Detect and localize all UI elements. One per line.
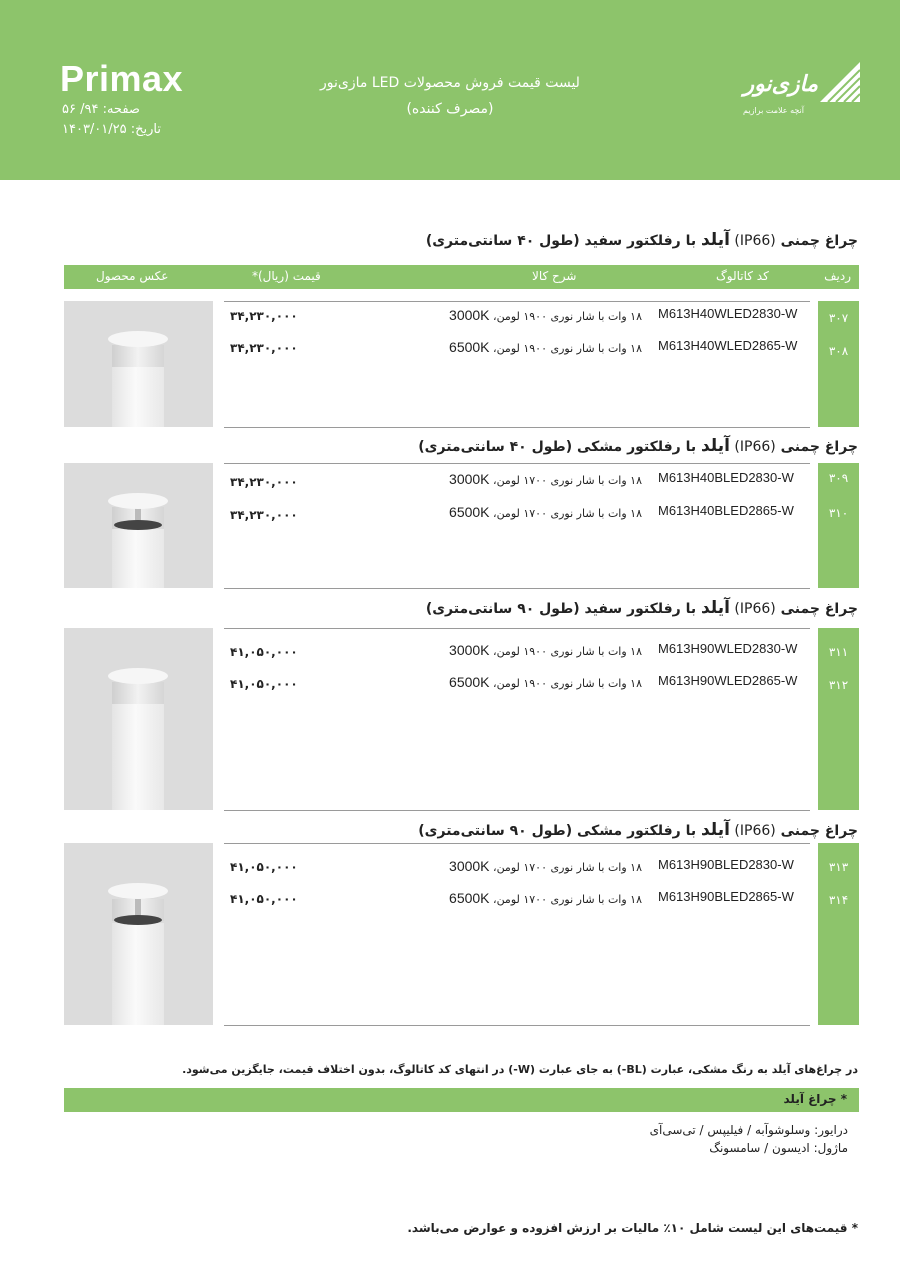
tax-footnote: * قیمت‌های این لیست شامل ۱۰٪ مالیات بر ارزش افزوده و عوارض می‌باشد. <box>407 1221 858 1235</box>
notes-bar-title: * چراغ آیلد <box>783 1092 847 1106</box>
page-date: تاریخ: ۱۴۰۳/۰۱/۲۵ <box>62 122 162 137</box>
section-title: چراغ چمنی (IP66) آیلد با رفلکتور مشکی (طول ۴۰ سانتی‌متری) <box>418 436 858 456</box>
product-photo <box>64 628 213 810</box>
row-number: ۳۱۳ <box>828 860 849 874</box>
page-meta <box>62 100 172 140</box>
divider <box>224 843 810 844</box>
section-title: چراغ چمنی (IP66) آیلد با رفلکتور مشکی (طول ۹۰ سانتی‌متری) <box>418 820 858 840</box>
product-description: ۱۸ وات با شار نوری ۱۹۰۰ لومن، 3000K <box>449 642 642 658</box>
divider <box>224 463 810 464</box>
product-price: ۴۱,۰۵۰,۰۰۰ <box>230 860 298 874</box>
catalog-code: M613H40WLED2830-W <box>658 306 798 321</box>
product-price: ۴۱,۰۵۰,۰۰۰ <box>230 645 298 659</box>
col-row: ردیف <box>824 269 851 283</box>
section-title: چراغ چمنی (IP66) آیلد با رفلکتور سفید (طول ۴۰ سانتی‌متری) <box>425 230 858 250</box>
row-number: ۳۰۹ <box>828 471 849 485</box>
product-price: ۳۴,۲۳۰,۰۰۰ <box>230 341 298 355</box>
product-price: ۴۱,۰۵۰,۰۰۰ <box>230 677 298 691</box>
notes-bar <box>64 1088 859 1112</box>
col-desc: شرح کالا <box>532 269 577 283</box>
product-price: ۳۴,۲۳۰,۰۰۰ <box>230 508 298 522</box>
catalog-code: M613H40WLED2865-W <box>658 338 798 353</box>
divider <box>224 628 810 629</box>
logo-mark-icon <box>820 62 860 102</box>
col-photo: عکس محصول <box>96 269 169 283</box>
row-number: ۳۰۷ <box>828 311 849 325</box>
page-title-sub: (مصرف کننده) <box>406 101 494 117</box>
row-number: ۳۱۰ <box>828 506 849 520</box>
module-spec: ماژول: ادیسون / سامسونگ <box>709 1141 848 1155</box>
product-photo <box>64 843 213 1025</box>
logo-tagline: آنچه علامت برازیم <box>743 106 804 115</box>
row-number: ۳۱۱ <box>828 645 849 659</box>
divider <box>224 588 810 589</box>
catalog-code: M613H90BLED2830-W <box>658 857 794 872</box>
product-price: ۳۴,۲۳۰,۰۰۰ <box>230 309 298 323</box>
catalog-code: M613H90WLED2865-W <box>658 673 798 688</box>
product-description: ۱۸ وات با شار نوری ۱۹۰۰ لومن، 6500K <box>449 339 642 355</box>
catalog-code: M613H40BLED2865-W <box>658 503 794 518</box>
color-code-note: در چراغ‌های آیلد به رنگ مشکی، عبارت (BL-) به جای عبارت (W-) در انتهای کد کاتالوگ، بدون اختلاف قیمت، جایگزین می‌شود. <box>182 1063 858 1076</box>
page-title <box>280 70 620 122</box>
section-title: چراغ چمنی (IP66) آیلد با رفلکتور سفید (طول ۹۰ سانتی‌متری) <box>425 598 858 618</box>
catalog-code: M613H40BLED2830-W <box>658 470 794 485</box>
brand-name: Primax <box>60 58 184 99</box>
product-price: ۴۱,۰۵۰,۰۰۰ <box>230 892 298 906</box>
product-description: ۱۸ وات با شار نوری ۱۷۰۰ لومن، 3000K <box>449 471 642 487</box>
divider <box>224 427 810 428</box>
driver-spec: درایور: وسلوشوآبه / فیلیپس / تی‌سی‌آی <box>649 1123 848 1137</box>
row-number: ۳۰۸ <box>828 344 849 358</box>
product-price: ۳۴,۲۳۰,۰۰۰ <box>230 475 298 489</box>
product-description: ۱۸ وات با شار نوری ۱۷۰۰ لومن، 6500K <box>449 890 642 906</box>
page-number: صفحه: ۹۴/ ۵۶ <box>62 102 140 117</box>
row-number: ۳۱۴ <box>828 893 849 907</box>
divider <box>224 810 810 811</box>
table-header <box>64 265 859 289</box>
catalog-code: M613H90BLED2865-W <box>658 889 794 904</box>
logo-name: مازی‌نور <box>743 72 818 97</box>
col-code: کد کاتالوگ <box>716 269 769 283</box>
component-specs <box>650 1121 848 1157</box>
page-title-main: لیست قیمت فروش محصولات LED مازی‌نور <box>320 75 580 91</box>
product-photo <box>64 301 213 427</box>
divider <box>224 301 810 302</box>
product-description: ۱۸ وات با شار نوری ۱۷۰۰ لومن، 3000K <box>449 858 642 874</box>
company-logo <box>720 62 860 122</box>
catalog-code: M613H90WLED2830-W <box>658 641 798 656</box>
product-description: ۱۸ وات با شار نوری ۱۹۰۰ لومن، 6500K <box>449 674 642 690</box>
page-header <box>0 0 900 180</box>
col-price: قیمت (ریال)* <box>252 269 321 283</box>
product-description: ۱۸ وات با شار نوری ۱۹۰۰ لومن، 3000K <box>449 307 642 323</box>
product-description: ۱۸ وات با شار نوری ۱۷۰۰ لومن، 6500K <box>449 504 642 520</box>
divider <box>224 1025 810 1026</box>
row-number: ۳۱۲ <box>828 678 849 692</box>
product-photo <box>64 463 213 588</box>
